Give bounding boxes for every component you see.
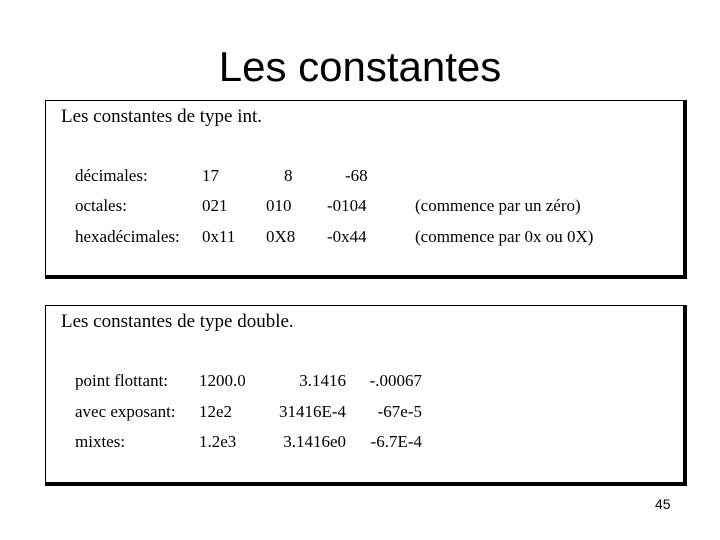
double-value-mixed-3: -6.7E-4 (370, 432, 422, 451)
int-note-hex: (commence par 0x ou 0X) (415, 227, 594, 246)
slide-title: Les constantes (218, 43, 502, 90)
int-value-hex-2: 0X8 (266, 227, 296, 246)
double-value-exponent-3: -67e-5 (377, 402, 422, 421)
int-value-hex-3: -0x44 (327, 227, 367, 246)
double-row-label-float: point flottant: (75, 371, 169, 390)
int-row-label-decimal: décimales: (75, 166, 148, 185)
double-value-exponent-1: 12e2 (199, 402, 233, 421)
page-number: 45 (655, 496, 671, 512)
double-value-float-2: 3.1416 (299, 371, 346, 390)
double-value-float-3: -.00067 (369, 371, 422, 390)
int-value-hex-1: 0x11 (202, 227, 236, 246)
double-value-mixed-2: 3.1416e0 (283, 432, 346, 451)
double-value-float-1: 1200.0 (199, 371, 246, 390)
int-row-label-octal: octales: (75, 196, 127, 215)
double-section-heading: Les constantes de type double. (61, 311, 294, 332)
double-value-mixed-1: 1.2e3 (199, 432, 237, 451)
int-value-octal-3: -0104 (327, 196, 367, 215)
int-value-decimal-1: 17 (202, 166, 219, 185)
int-value-octal-2: 010 (266, 196, 292, 215)
double-row-label-exponent: avec exposant: (75, 402, 176, 421)
double-row-label-mixed: mixtes: (75, 432, 126, 451)
int-value-decimal-2: 8 (284, 166, 293, 185)
int-value-decimal-3: -68 (345, 166, 368, 185)
int-value-octal-1: 021 (202, 196, 228, 215)
int-section-heading: Les constantes de type int. (61, 106, 263, 127)
int-note-octal: (commence par un zéro) (415, 196, 581, 215)
int-row-label-hex: hexadécimales: (75, 227, 180, 246)
double-value-exponent-2: 31416E-4 (278, 402, 346, 421)
